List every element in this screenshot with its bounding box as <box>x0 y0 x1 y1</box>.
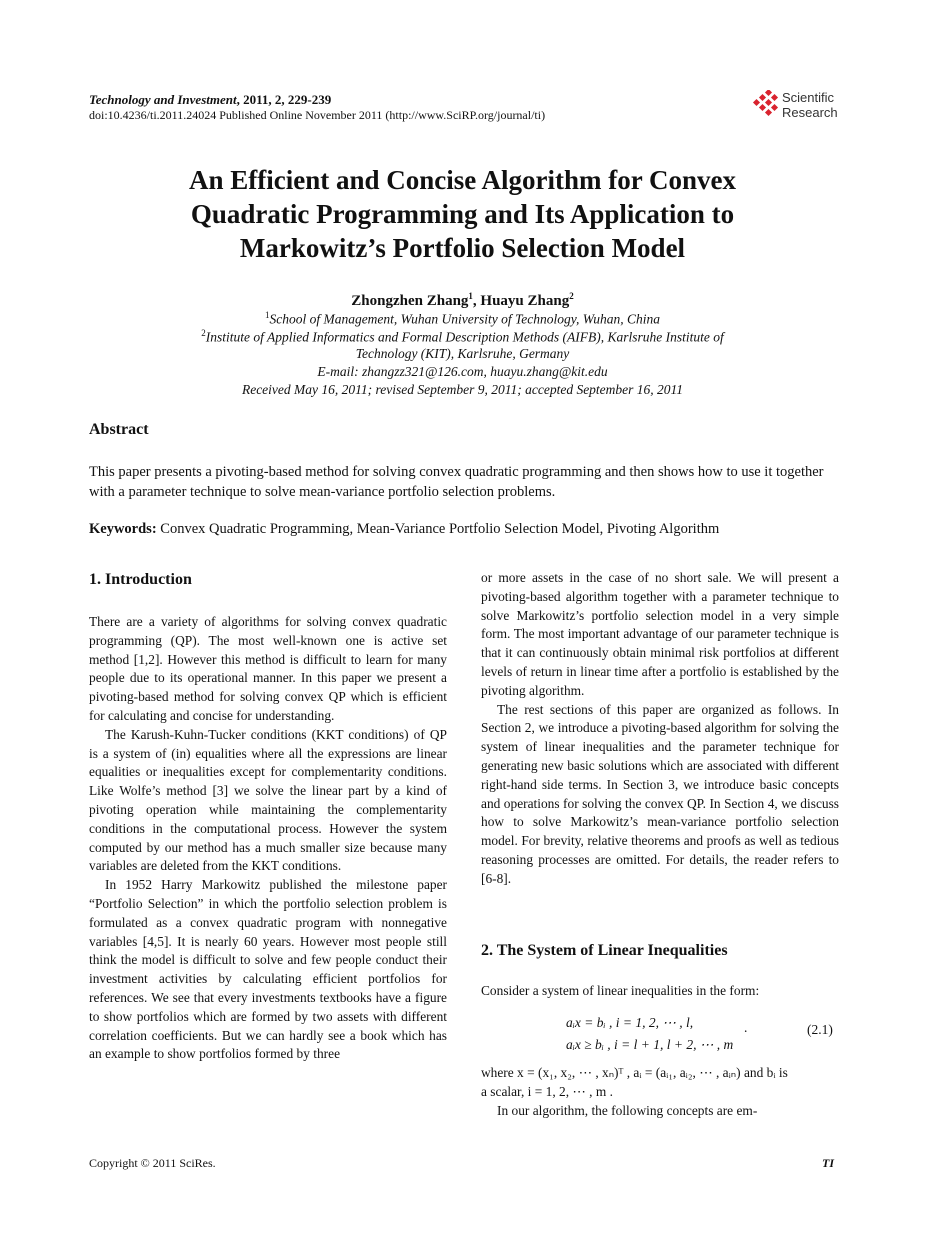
journal-citation <box>89 92 331 108</box>
scientific-research-logo-icon <box>752 90 780 120</box>
affiliation-2-text-line2: Technology (KIT), Karlsruhe, Germany <box>355 346 570 361</box>
equation-number: (2.1) <box>807 1022 833 1037</box>
affiliation-1-text: School of Management, Wuhan University of Technology, Wuhan, China <box>269 311 661 327</box>
section-2-where <box>481 1064 839 1120</box>
footer-journal-abbr: TI <box>822 1156 834 1170</box>
section-2-continuation: In our algorithm, the following concepts are em- <box>497 1102 758 1118</box>
author-1-affiliation-mark: 1 <box>468 291 473 301</box>
received-dates <box>100 382 825 398</box>
author-emails: E-mail: zhangzz321@126.com, huayu.zhang@kit.edu <box>317 364 608 379</box>
section-1-heading: 1. Introduction <box>89 571 192 588</box>
footer-copyright: Copyright © 2011 SciRes. <box>89 1156 216 1170</box>
equation-period: . <box>744 1020 748 1035</box>
section-2-intro: Consider a system of linear inequalities in the form: <box>481 983 760 998</box>
affiliation-1-mark: 1 <box>264 310 270 320</box>
affiliation-2 <box>100 328 825 346</box>
publisher-logo <box>752 90 852 124</box>
logo-text-line1: Scientific <box>782 90 835 105</box>
title-line3: Markowitz’s Portfolio Selection Model <box>239 233 686 263</box>
keywords-label: Keywords: <box>89 521 157 537</box>
intro-paragraph-5: The rest sections of this paper are organized as follows. In Section 2, we introduce a pivoting-based algorithm for solving the system of linear inequalities and the parameter technique for generating new basic solutions which are associated with different right-hand side terms. In Section 3, we introduce basic concepts and operations for solving the convex QP. In Section 4, we discuss how to solve Markowitz’s mean-variance portfolio selection model. For brevity, relative theorems and proofs as well as tedious reasoning processes are omitted. For details, the reader refers to [6-8]. <box>481 701 839 886</box>
intro-paragraph-2: The Karush-Kuhn-Tucker conditions (KKT conditions) of QP is a system of (in) equalities where all the expressions are linear equalities or inequalities except for complementarity conditions. Like Wolfe’s method [3] we solve the linear part by a kind of pivoting operation while maintaining the complementarity conditions in the computational process. However the system computed by our method has a much smaller size because many variables are deleted from the KKT conditions. <box>89 726 447 874</box>
affiliation-1 <box>100 310 825 328</box>
logo-text-line2: Research <box>782 105 838 120</box>
equation-2-1 <box>566 1012 733 1056</box>
journal-name: Technology and Investment <box>89 92 237 107</box>
where-line-1: where x = (x₁, x₂, ⋯ , xₙ)ᵀ , aᵢ = (aᵢ₁, aᵢ₂, ⋯ , aᵢₙ) and bᵢ is <box>481 1065 788 1080</box>
equation-line-1: aᵢx = bᵢ , i = 1, 2, ⋯ , l, <box>566 1015 694 1030</box>
section-2-heading: 2. The System of Linear Inequalities <box>481 942 728 959</box>
author-1: Zhongzhen Zhang <box>351 293 469 309</box>
journal-volume: , 2011, 2, 229-239 <box>236 92 332 107</box>
equation-line-2: aᵢx ≥ bᵢ , i = l + 1, l + 2, ⋯ , m <box>566 1037 734 1052</box>
affiliation-2-text-line1: Institute of Applied Informatics and Formal Description Methods (AIFB), Karlsruhe Institute of <box>205 329 724 345</box>
title-line2: Quadratic Programming and Its Application to <box>190 199 735 229</box>
title-line1: An Efficient and Concise Algorithm for Convex <box>189 165 736 195</box>
right-column-top <box>481 569 839 889</box>
logo-text <box>782 90 838 120</box>
keywords <box>89 521 849 538</box>
doi-line: doi:10.4236/ti.2011.24024 Published Online November 2011 (http://www.SciRP.org/journal/ti) <box>89 108 546 122</box>
keywords-text: Convex Quadratic Programming, Mean-Variance Portfolio Selection Model, Pivoting Algorithm <box>156 521 720 537</box>
abstract-heading: Abstract <box>89 421 149 438</box>
intro-paragraph-3: In 1952 Harry Markowitz published the milestone paper “Portfolio Selection” in which the portfolio selection problem is formulated as a convex quadratic program with nonnegative variables [4,5]. It is nearly 60 years. However most people still think the model is difficult to solve and few people conduct their investment activities by calculating efficient portfolios for references. We see that every investments textbooks have a figure to show portfolios which are formed by two assets with different correlation coefficients. But we can hardly see a book which has an example to show portfolios formed by three <box>89 877 447 1062</box>
email-line <box>100 364 825 380</box>
author-separator: , <box>472 293 481 309</box>
intro-paragraph-4: or more assets in the case of no short sale. We will present a pivoting-based algorithm together with a parameter technique to solve Markowitz’s portfolio selection model in a very simple form. The most important advantage of our parameter technique is that it can continuously obtain minimal risk portfolios at different levels of return in linear time after a portfolio is established by the pivoting algorithm. <box>481 570 839 698</box>
abstract-text: This paper presents a pivoting-based method for solving convex quadratic programming and then shows how to use it together with a parameter technique to solve mean-variance portfolio selection problems. <box>89 464 824 500</box>
intro-paragraph-1: There are a variety of algorithms for solving convex quadratic programming (QP). The most well-known one is active set method [1,2]. However this method is difficult to learn for many people due to its operational manner. In this paper we present a pivoting-based method for solving convex QP which is efficient for calculating and concise for understanding. <box>89 614 447 723</box>
paper-title <box>100 163 825 265</box>
author-2-affiliation-mark: 2 <box>569 291 574 301</box>
affiliation-2-mark: 2 <box>201 328 206 338</box>
affiliation-2-cont <box>100 346 825 362</box>
author-list <box>100 291 825 310</box>
author-2: Huayu Zhang <box>480 293 570 309</box>
where-line-2: a scalar, i = 1, 2, ⋯ , m . <box>481 1083 613 1099</box>
received-dates-text: Received May 16, 2011; revised September 9, 2011; accepted September 16, 2011 <box>241 382 684 397</box>
left-column <box>89 613 447 1064</box>
